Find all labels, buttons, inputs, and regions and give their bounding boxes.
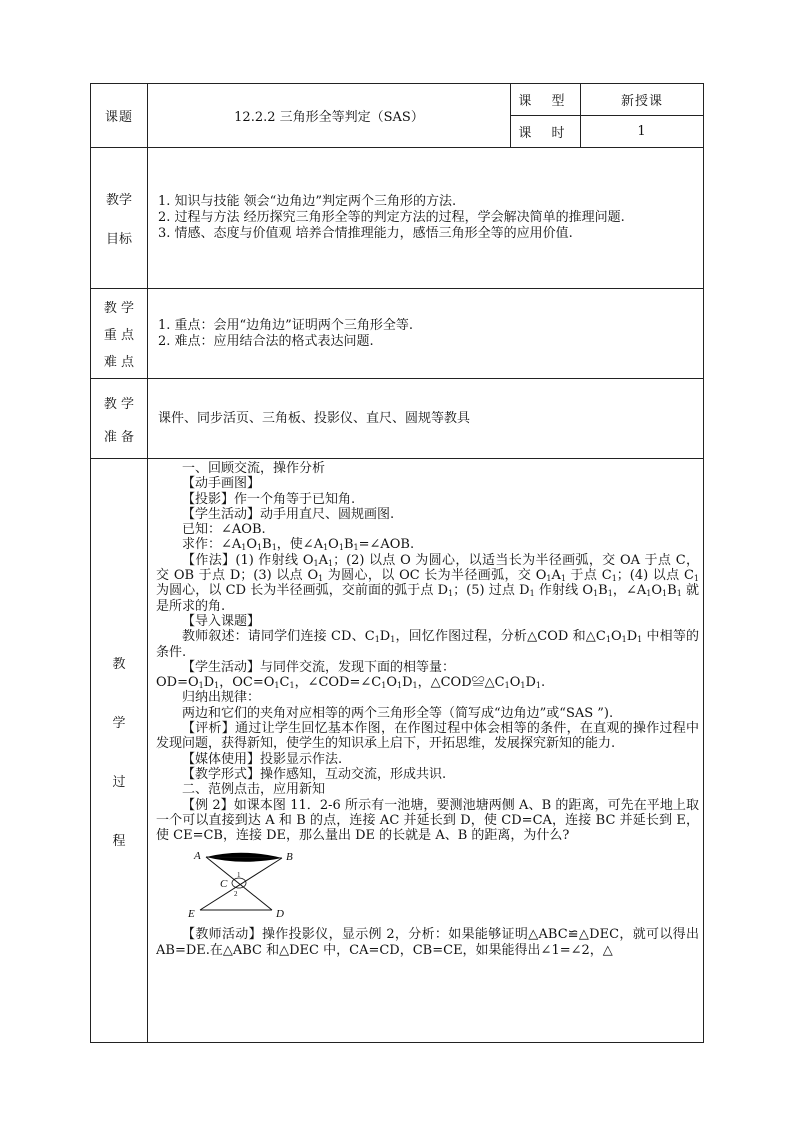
goals-label-2: 目标 (105, 232, 132, 247)
prep-label-cell (91, 379, 148, 459)
label-C: C (220, 878, 228, 891)
comment-text: 【评析】通过让学生回忆基本作图，在作图过程中体会相等的条件，在直观的操作过程中发现问题，获得新知，使学生的知识承上启下，开拓思维，发展探究新知的能力. (156, 721, 699, 752)
label-A: A (194, 850, 201, 863)
process-label-cell (91, 459, 148, 1043)
equalities-text: $OD=O_1D_1$，$OC=O_1C_1$，$\angle COD=\angle C_1O_1D_1$，$\triangle COD≌\triangle C_1O_1D_1$. (156, 675, 546, 691)
type-label: 课 型 (511, 84, 581, 116)
process-label-3: 过 (112, 774, 126, 790)
keypoints-label-1: 教 学 (103, 301, 135, 316)
process-label-2: 学 (112, 715, 126, 731)
label-B: B (286, 851, 293, 864)
step-text: 【学生活动】动手用直尺、圆规画图. (182, 506, 395, 522)
topic-title: 12.2.2 三角形全等判定（SAS） (148, 84, 511, 148)
goal-item: 2. 过程与方法 经历探究三角形全等的判定方法的过程，学会解决简单的推理问题. (158, 210, 625, 225)
process-label-1: 教 (112, 656, 126, 672)
lesson-plan-table (90, 83, 704, 1043)
media-text: 【媒体使用】投影显示作法. (182, 751, 343, 767)
sas-rule: 两边和它们的夹角对应相等的两个三角形全等（简写成“边角边”或“SAS ”). (182, 705, 614, 721)
step-text: 【投影】作一个角等于已知角. (182, 491, 356, 507)
prep-label-2: 准 备 (103, 429, 135, 445)
keypoints-label-cell (91, 289, 148, 379)
prep-label-1: 教 学 (103, 396, 135, 412)
teacher-activity: 【教师活动】操作投影仪，显示例 2，分析：如果能够证明△ABC≌△DEC，就可以得出 AB=DE.在△ABC 和△DEC 中，CA=CD，CB=CE，如果能得出∠1=∠2，△ (156, 927, 699, 958)
type-value: 新授课 (581, 84, 704, 116)
summary-heading: 归纳出规律： (182, 690, 261, 706)
goals-content (148, 148, 704, 289)
pond-figure (182, 849, 312, 921)
label-angle1: 1 (237, 871, 241, 880)
goals-label-cell (91, 148, 148, 289)
student-activity: 【学生活动】与同伴交流，发现下面的相等量： (182, 659, 456, 675)
keypoint-item: 1. 重点：会用“边角边”证明两个三角形全等. (158, 317, 413, 333)
method-text: 【作法】(1) 作射线 $O_1A_1$；(2) 以点 O 为圆心，以适当长为半径画弧，交 OA 于点 C， 交 OB 于点 D；(3) 以点 $O_1$ 为圆心，以 OC 长为半径画弧，交 $O_1A_1$ 于点 $C_1$；(4) 以点 $C_1$ 为圆心，以 CD 长为半径画弧，交前面的弧于点 $D_1$；(5) 过点 $D_1$ 作射线 $O_1B_1$，$\angle A_1O_1B_1$ 就是所求的角. (156, 552, 699, 614)
goals-label-1: 教学 (105, 193, 132, 208)
step-tag: 【动手画图】 (182, 476, 261, 492)
goal-item: 1. 知识与技能 领会“边角边”判定两个三角形的方法. (158, 194, 457, 209)
label-D: D (276, 908, 284, 921)
form-text: 【教学形式】操作感知，互动交流，形成共识. (182, 766, 447, 782)
keypoints-label-2: 重 点 (103, 328, 135, 343)
teacher-text: 教师叙述：请同学们连接 CD、$C_1D_1$，回忆作图过程，分析△COD 和$\triangle C_1O_1D_1$ 中相等的条件. (156, 629, 699, 660)
hours-value: 1 (581, 116, 704, 148)
process-label-4: 程 (112, 833, 126, 849)
goal-item: 3. 情感、态度与价值观 培养合情推理能力，感悟三角形全等的应用价值. (158, 226, 573, 241)
keypoints-content (148, 289, 704, 379)
process-content (148, 459, 704, 1043)
section-heading: 二、范例点击，应用新知 (182, 782, 326, 798)
hours-label: 课 时 (511, 116, 581, 148)
label-angle2: 2 (234, 890, 238, 899)
prep-text: 课件、同步活页、三角板、投影仪、直尺、圆规等教具 (158, 410, 471, 426)
keypoints-label-3: 难 点 (103, 355, 135, 370)
example-text: 【例 2】如课本图 11．2-6 所示有一池塘，要测池塘两侧 A、B 的距离，可先在平地上取一个可以直接到达 A 和 B 的点，连接 AC 并延长到 D，使 CD=CA，连接 BC 并延长到 E， 使 CE=CB，连接 DE，那么量出 DE 的长就是 A、B 的距离，为什么? (156, 797, 699, 844)
topic-label: 课题 (91, 84, 148, 148)
given-text: 已知：∠AOB. (182, 522, 266, 538)
step-tag: 【导入课题】 (182, 613, 261, 629)
keypoint-item: 2. 难点：应用结合法的格式表达问题. (158, 333, 374, 349)
label-E: E (188, 908, 195, 921)
section-heading: 一、回顾交流，操作分析 (182, 461, 326, 476)
prep-content (148, 379, 704, 459)
construct-text: 求作：$\angle A_1O_1B_1$，使$\angle A_1O_1B_1=\angle AOB$. (182, 537, 415, 553)
